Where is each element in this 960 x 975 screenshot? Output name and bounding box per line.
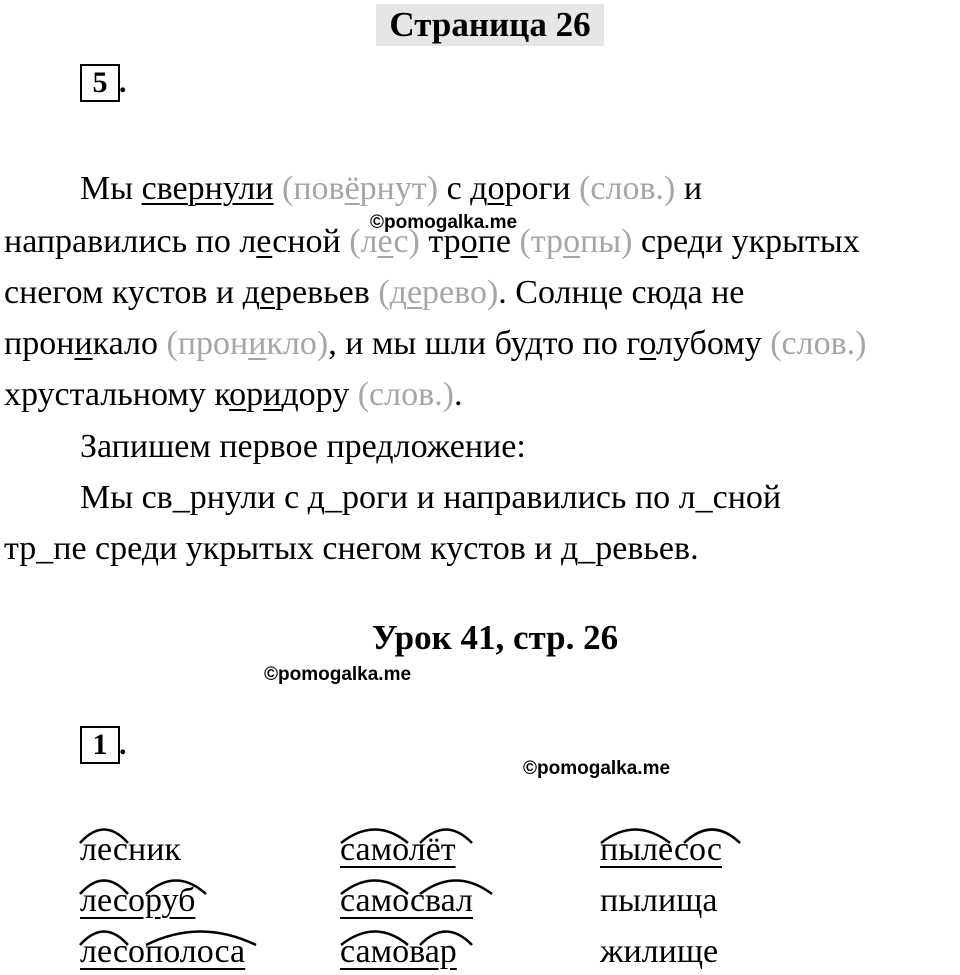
- word-item: самолёт: [340, 831, 456, 868]
- page-title: Страница 26: [376, 4, 604, 46]
- task-number-dot: .: [119, 66, 127, 99]
- lesson-title: Урок 41, стр. 26: [371, 618, 619, 657]
- sentence-line-1: Мы св_рнули с д_роги и направились по л_сной: [80, 479, 782, 516]
- underlined-word: свернули: [141, 170, 274, 207]
- word-item: пылища: [600, 882, 718, 919]
- sentence-line-2: тр_пе среди укрытых снегом кустов и д_ревьев.: [4, 530, 699, 567]
- paragraph-line-5: хрустальному коридору (слов.).: [4, 376, 463, 413]
- word-item: лесополоса: [80, 933, 246, 970]
- task-number-box: 5: [80, 64, 120, 102]
- task-number-box: 1: [80, 726, 120, 764]
- watermark: ©pomogalka.me: [370, 212, 518, 233]
- word-item: жилище: [600, 933, 719, 970]
- word-item: самовар: [340, 933, 457, 970]
- write-label: Запишем первое предложение:: [80, 428, 526, 465]
- paragraph-line-2: направились по лесной (лес) тропе (тропы) среди укрытых: [4, 223, 860, 260]
- word-item: лесоруб: [80, 882, 196, 919]
- word-item: самосвал: [340, 882, 474, 919]
- watermark: ©pomogalka.me: [523, 758, 671, 779]
- paragraph-line-4: проникало (проникло), и мы шли будто по голубому (слов.): [4, 325, 867, 362]
- paragraph-line-3: снегом кустов и деревьев (дерево). Солнце сюда не: [4, 274, 745, 311]
- task-number-dot: .: [119, 728, 127, 761]
- word-item: лесник: [80, 831, 181, 868]
- word-item: пылесос: [600, 831, 722, 868]
- paragraph-line-1: Мы свернули (повёрнут) с дороги (слов.) и: [80, 170, 703, 207]
- watermark: ©pomogalka.me: [264, 664, 412, 685]
